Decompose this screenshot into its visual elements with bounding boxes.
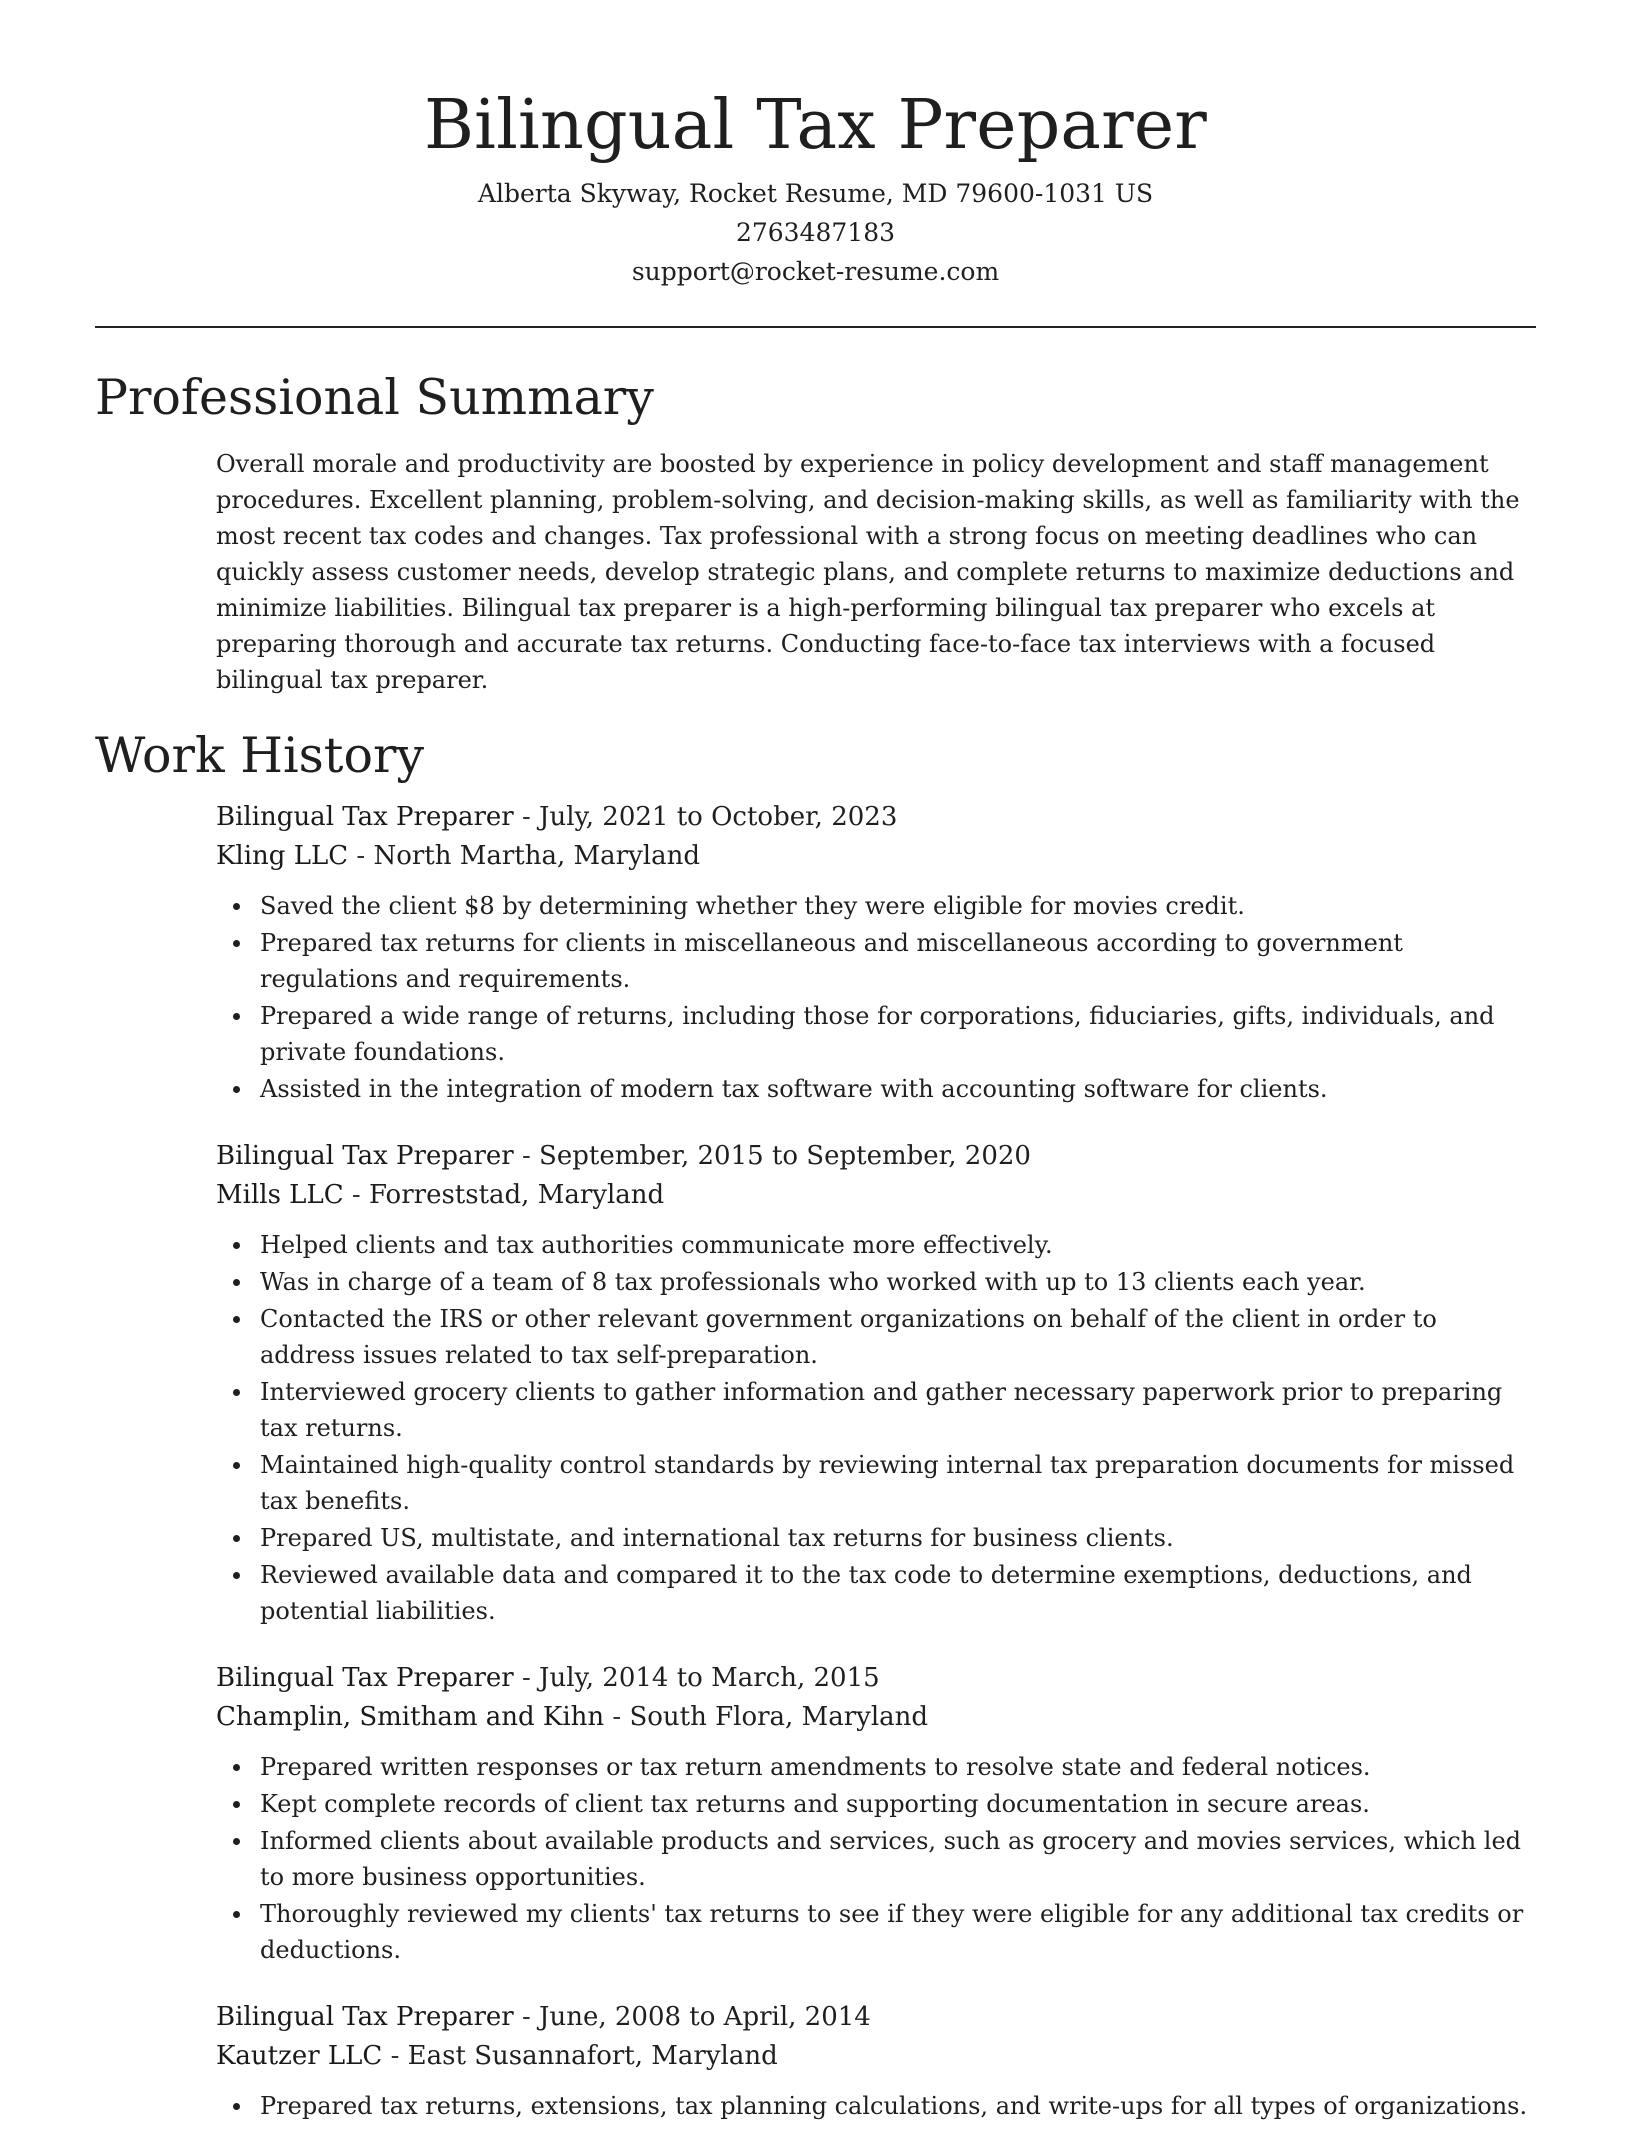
- job-separator: -: [604, 1702, 630, 1732]
- job-location: North Martha, Maryland: [373, 841, 700, 871]
- job-role: Bilingual Tax Preparer: [216, 1663, 514, 1693]
- summary-text: Overall morale and productivity are boosted by experience in policy development and staff management procedures. Excellent planning, problem-solving, and decision-making skills, as well as familiarity with the most recent tax codes and changes. Tax professional with a strong focus on meeting deadlines who can quickly assess customer needs, develop strategic plans, and complete returns to maximize deductions and minimize liabilities. Bilingual tax preparer is a high-performing bilingual tax preparer who excels at preparing thorough and accurate tax returns. Conducting face-to-face tax interviews with a focused bilingual tax preparer.: [216, 450, 1520, 694]
- job-company-line: [216, 837, 1536, 876]
- job-dates: September, 2015 to September, 2020: [539, 1141, 1031, 1171]
- job-title-line: [216, 1137, 1536, 1176]
- job-bullet: Maintained high-quality control standards by reviewing internal tax preparation documents for missed tax benefits.: [260, 1447, 1536, 1519]
- job-company-line: [216, 1176, 1536, 1215]
- job-bullets: [216, 888, 1536, 1107]
- job-bullets: [216, 2088, 1536, 2124]
- summary-heading: Professional Summary: [95, 369, 654, 426]
- contact-phone: 2763487183: [735, 218, 896, 247]
- job-bullet: Contacted the IRS or other relevant government organizations on behalf of the client in order to address issues related to tax self-preparation.: [260, 1301, 1536, 1373]
- job-bullets: [216, 1227, 1536, 1629]
- resume-page: [95, 0, 1536, 2154]
- job-role: Bilingual Tax Preparer: [216, 802, 514, 832]
- job-separator: -: [513, 1663, 540, 1693]
- job-company-line: [216, 2037, 1536, 2076]
- job-separator: -: [513, 2002, 540, 2032]
- job-bullet: Prepared written responses or tax return amendments to resolve state and federal notices.: [260, 1749, 1536, 1785]
- job-list: [216, 798, 1536, 2124]
- job-role: Bilingual Tax Preparer: [216, 2002, 514, 2032]
- job-company: Kautzer LLC: [216, 2041, 383, 2071]
- job-company: Kling LLC: [216, 841, 349, 871]
- job-entry: [216, 798, 1536, 1107]
- job-title-line: [216, 1998, 1536, 2037]
- resume-header: [95, 0, 1536, 291]
- job-dates: July, 2021 to October, 2023: [539, 802, 898, 832]
- job-bullet: Reviewed available data and compared it to the tax code to determine exemptions, deductions, and potential liabilities.: [260, 1557, 1536, 1629]
- job-bullet: Saved the client $8 by determining whether they were eligible for movies credit.: [260, 888, 1536, 924]
- job-bullet: Interviewed grocery clients to gather information and gather necessary paperwork prior to preparing tax returns.: [260, 1374, 1536, 1446]
- job-company: Champlin, Smitham and Kihn: [216, 1702, 605, 1732]
- job-separator: -: [513, 1141, 540, 1171]
- job-location: East Susannafort, Maryland: [407, 2041, 778, 2071]
- job-separator: -: [513, 802, 540, 832]
- resume-title: Bilingual Tax Preparer: [423, 86, 1208, 165]
- header-divider: [95, 326, 1536, 328]
- job-location: South Flora, Maryland: [629, 1702, 929, 1732]
- job-company: Mills LLC: [216, 1180, 344, 1210]
- job-dates: June, 2008 to April, 2014: [539, 2002, 871, 2032]
- job-dates: July, 2014 to March, 2015: [539, 1663, 880, 1693]
- job-title-line: [216, 1659, 1536, 1698]
- contact-email: support@rocket-resume.com: [631, 257, 1000, 286]
- job-separator: -: [348, 841, 374, 871]
- job-bullet: Was in charge of a team of 8 tax professionals who worked with up to 13 clients each year.: [260, 1264, 1536, 1300]
- job-title-line: [216, 798, 1536, 837]
- job-bullet: Prepared a wide range of returns, including those for corporations, fiduciaries, gifts, individuals, and private foundations.: [260, 998, 1536, 1070]
- job-role: Bilingual Tax Preparer: [216, 1141, 514, 1171]
- job-entry: [216, 1659, 1536, 1968]
- job-bullet: Prepared tax returns, extensions, tax planning calculations, and write-ups for all types of organizations.: [260, 2088, 1536, 2124]
- job-bullet: Informed clients about available products and services, such as grocery and movies services, which led to more business opportunities.: [260, 1823, 1536, 1895]
- job-company-line: [216, 1698, 1536, 1737]
- job-bullet: Assisted in the integration of modern tax software with accounting software for clients.: [260, 1071, 1536, 1107]
- job-bullet: Helped clients and tax authorities communicate more effectively.: [260, 1227, 1536, 1263]
- job-bullet: Kept complete records of client tax returns and supporting documentation in secure areas.: [260, 1786, 1536, 1822]
- job-bullet: Prepared tax returns for clients in miscellaneous and miscellaneous according to government regulations and requirements.: [260, 925, 1536, 997]
- job-location: Forreststad, Maryland: [368, 1180, 665, 1210]
- job-bullets: [216, 1749, 1536, 1968]
- contact-block: [95, 174, 1536, 291]
- job-separator: -: [382, 2041, 408, 2071]
- work-history-heading: Work History: [95, 727, 425, 784]
- job-bullet: Prepared US, multistate, and international tax returns for business clients.: [260, 1520, 1536, 1556]
- contact-address: Alberta Skyway, Rocket Resume, MD 79600-1031 US: [477, 179, 1154, 208]
- job-bullet: Thoroughly reviewed my clients' tax returns to see if they were eligible for any additional tax credits or deductions.: [260, 1896, 1536, 1968]
- job-entry: [216, 1137, 1536, 1629]
- job-entry: [216, 1998, 1536, 2124]
- job-separator: -: [343, 1180, 369, 1210]
